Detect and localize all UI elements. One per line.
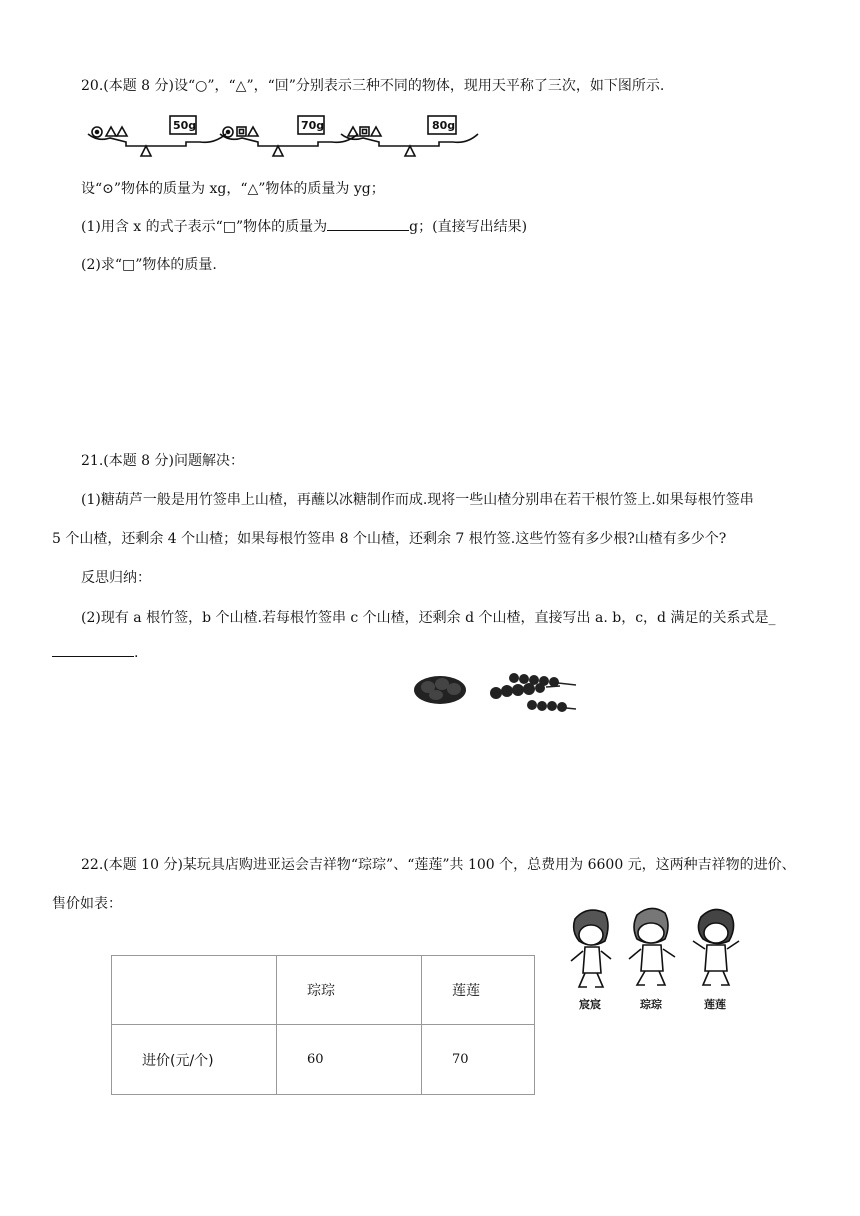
q21-title: 21.(本题 8 分)问题解决： — [81, 453, 244, 469]
mascot-1 — [571, 910, 611, 987]
q21-reflect: 反思归纳： — [81, 570, 151, 586]
mascot-2 — [629, 908, 675, 985]
q21-part2-end: . — [134, 645, 139, 661]
q20-part1-suffix: g；(直接写出结果) — [409, 219, 528, 235]
mascot-name-2: 琮琮 — [640, 998, 662, 1011]
mascot-3 — [693, 909, 739, 985]
q21-part1-line2: 5 个山楂，还剩余 4 个山楂；如果每根竹签串 8 个山楂，还剩余 7 根竹签.这些竹签有多少根?山楂有多少个? — [52, 531, 727, 547]
table-cell: 70 — [422, 1025, 535, 1095]
scale-1-weight: 50g — [173, 119, 197, 132]
q20-part1-text: (1)用含 x 的式子表示“□”物体的质量为 — [81, 219, 328, 235]
scale-3-weight: 80g — [432, 119, 456, 132]
balance-scale-1 — [88, 116, 226, 156]
table-header-cell: 莲莲 — [422, 956, 535, 1025]
balance-scales-figure — [86, 112, 486, 162]
q22-title-line2: 售价如表： — [52, 896, 122, 912]
q22-title-line1: 22.(本题 10 分)某玩具店购进亚运会吉祥物“琮琮”、“莲莲”共 100 个，总费用为 6600 元，这两种吉祥物的进价、 — [81, 857, 796, 873]
answer-blank-2 — [52, 644, 134, 657]
table-row — [112, 1025, 535, 1095]
balance-scale-3 — [341, 116, 478, 156]
scale-2-weight: 70g — [301, 119, 325, 132]
q20-part2: (2)求“□”物体的质量. — [81, 257, 217, 273]
candied-haw-illustration — [410, 665, 580, 715]
table-header-cell — [112, 956, 277, 1025]
table-header-row — [112, 956, 535, 1025]
answer-blank — [327, 218, 409, 231]
q20-part1 — [81, 218, 527, 236]
table-header-cell: 琮琮 — [277, 956, 422, 1025]
price-table — [111, 955, 535, 1095]
balance-scale-2 — [220, 116, 358, 156]
q20-title: 20.(本题 8 分)设“○”，“△”，“回”分别表示三种不同的物体，现用天平称了三次，如下图所示. — [81, 78, 665, 94]
table-cell: 60 — [277, 1025, 422, 1095]
mascot-name-1: 宸宸 — [579, 998, 601, 1011]
mascots-illustration — [565, 905, 765, 1015]
table-cell: 进价(元/个) — [112, 1025, 277, 1095]
mascot-name-3: 莲莲 — [704, 998, 726, 1011]
q20-setup: 设“⊙”物体的质量为 xg，“△”物体的质量为 yg； — [81, 181, 385, 197]
q21-part1-line1: (1)糖葫芦一般是用竹签串上山楂，再蘸以冰糖制作而成.现将一些山楂分别串在若干根竹签上.如果每根竹签串 — [81, 492, 754, 508]
q21-part2-line2 — [52, 644, 138, 662]
q21-part2-line1: (2)现有 a 根竹签，b 个山楂.若每根竹签串 c 个山楂，还剩余 d 个山楂，直接写出 a. b，c，d 满足的关系式是_ — [81, 610, 776, 626]
